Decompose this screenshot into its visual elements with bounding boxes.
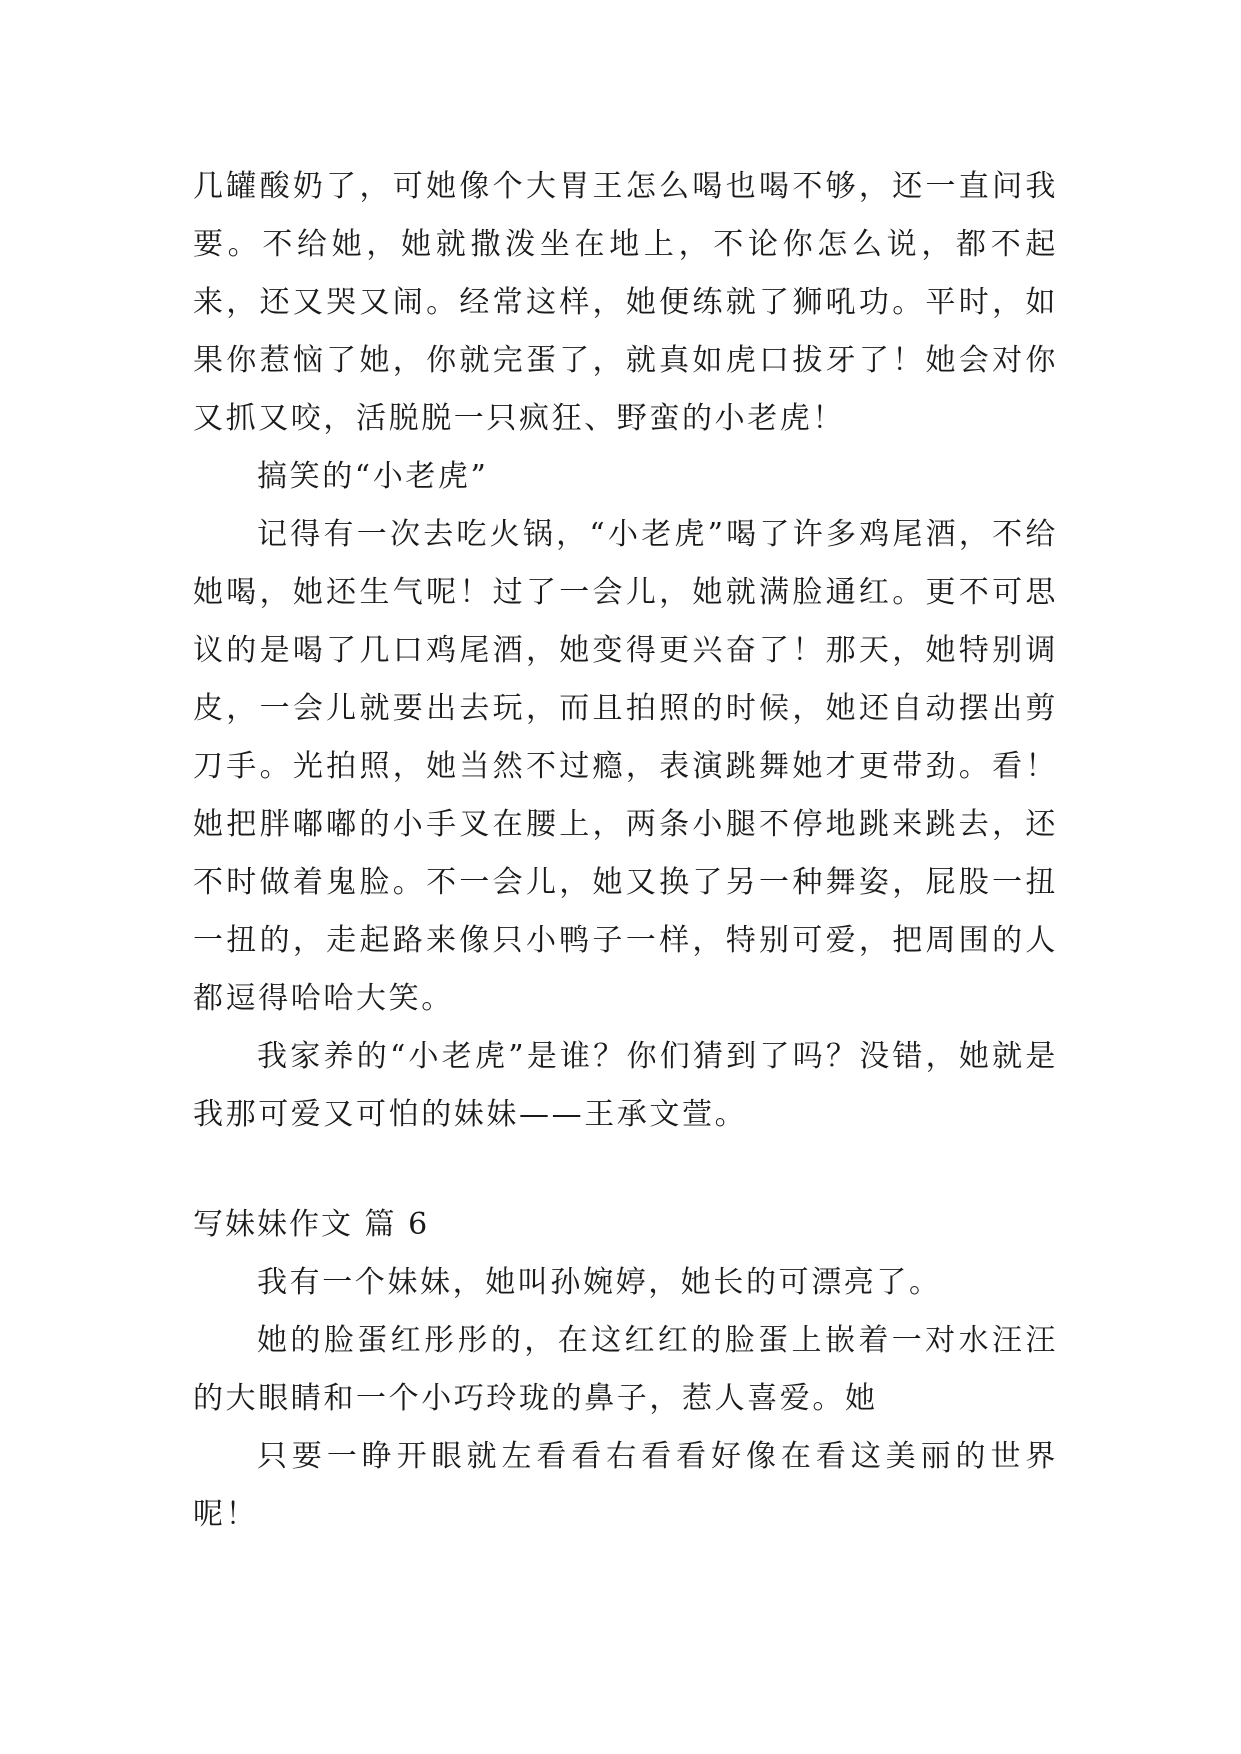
paragraph-reveal-sister: 我家养的“小老虎”是谁？你们猜到了吗？没错，她就是我那可爱又可怕的妹妹——王承文萱。 — [193, 1039, 1058, 1132]
paragraph-sister-intro: 我有一个妹妹，她叫孙婉婷，她长的可漂亮了。 — [257, 1265, 942, 1300]
subheading-funny-tiger: 搞笑的“小老虎” — [257, 459, 489, 494]
text-column — [193, 158, 1058, 1544]
section-heading: 写妹妹作文 篇 6 — [193, 1207, 430, 1242]
paragraph-sister-eyes: 只要一睁开眼就左看看右看看好像在看这美丽的世界呢！ — [193, 1439, 1058, 1532]
paragraph-tiger-temper: 几罐酸奶了，可她像个大胃王怎么喝也喝不够，还一直问我要。不给她，她就撒泼坐在地上，不论你怎么说，都不起来，还又哭又闹。经常这样，她便练就了狮吼功。平时，如果你惹恼了她，你就完蛋了，就真如虎口拔牙了！她会对你又抓又咬，活脱脱一只疯狂、野蛮的小老虎！ — [193, 169, 1058, 436]
paragraph-hotpot-story: 记得有一次去吃火锅，“小老虎”喝了许多鸡尾酒，不给她喝，她还生气呢！过了一会儿，她就满脸通红。更不可思议的是喝了几口鸡尾酒，她变得更兴奋了！那天，她特别调皮，一会儿就要出去玩，而且拍照的时候，她还自动摆出剪刀手。光拍照，她当然不过瘾，表演跳舞她才更带劲。看！她把胖嘟嘟的小手叉在腰上，两条小腿不停地跳来跳去，还不时做着鬼脸。不一会儿，她又换了另一种舞姿，屁股一扭一扭的，走起路来像只小鸭子一样，特别可爱，把周围的人都逗得哈哈大笑。 — [193, 517, 1058, 1016]
paragraph-sister-face: 她的脸蛋红彤彤的，在这红红的脸蛋上嵌着一对水汪汪的大眼睛和一个小巧玲珑的鼻子，惹人喜爱。她 — [193, 1323, 1058, 1416]
